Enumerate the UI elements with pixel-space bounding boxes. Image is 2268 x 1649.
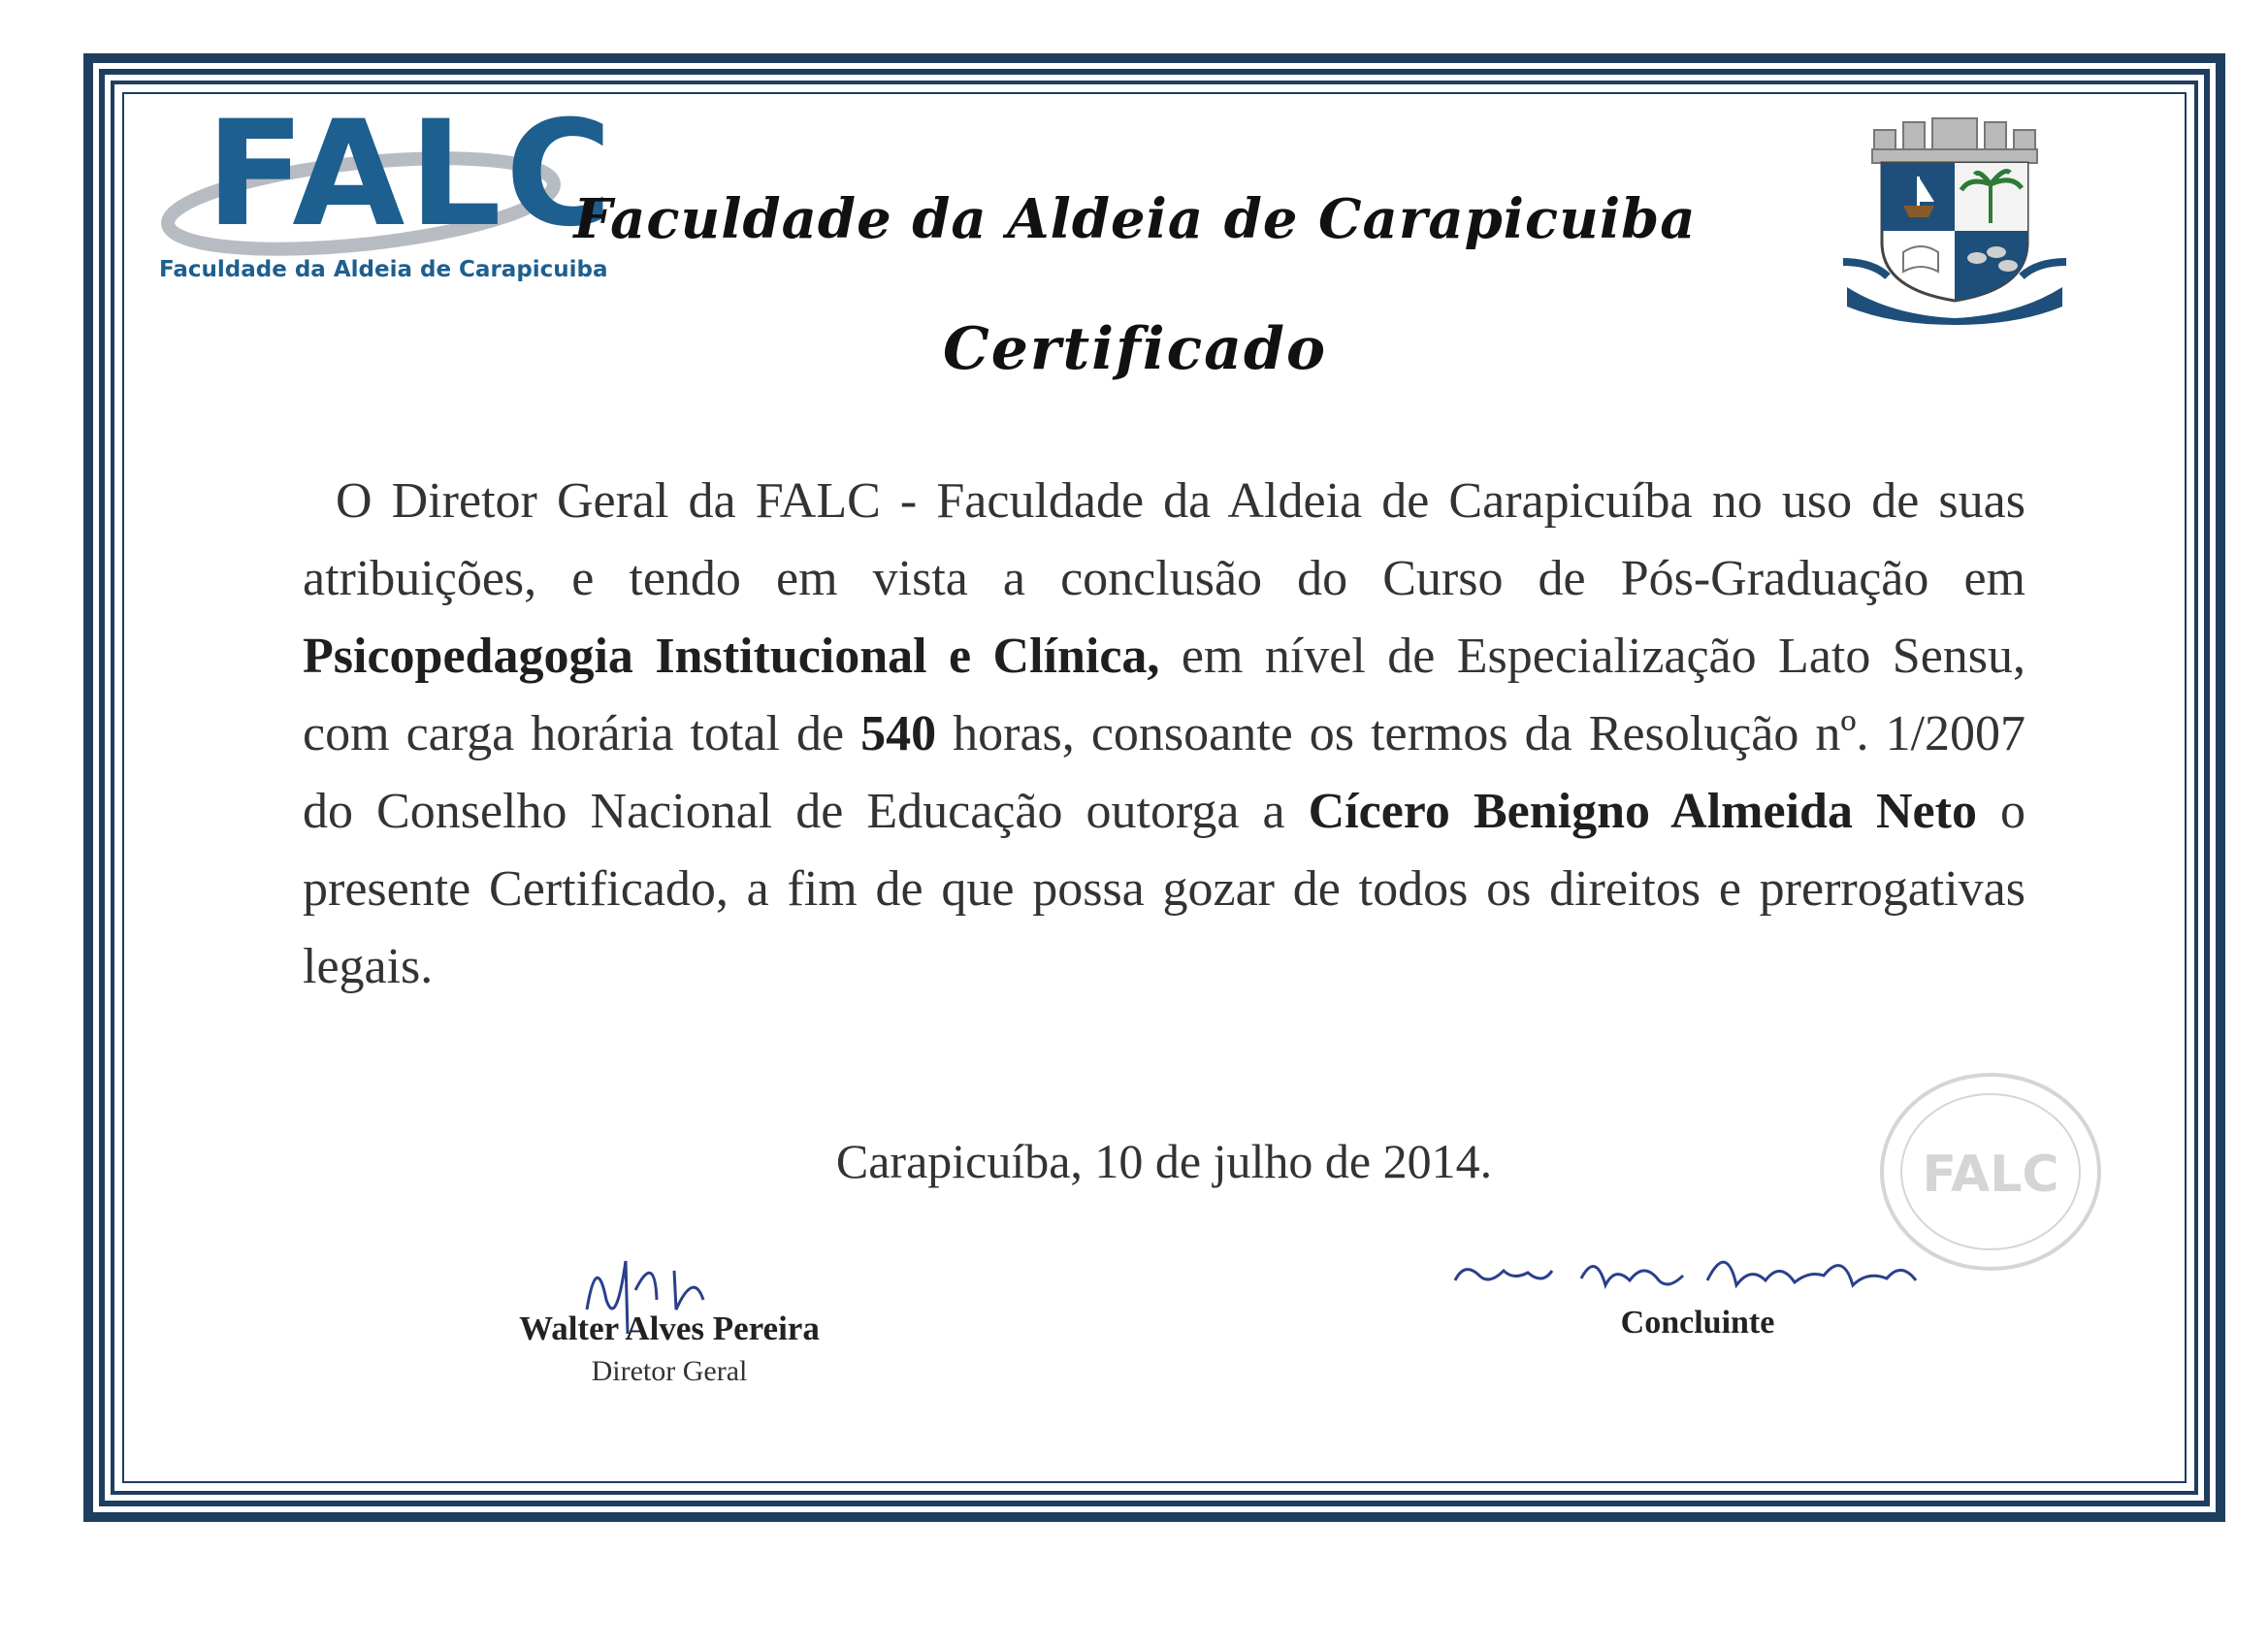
course-hours: 540 [860,706,937,761]
graduate-role: Concluinte [1620,1305,1775,1341]
falc-logo [157,90,617,296]
certificate-body [303,463,2025,1006]
recipient-name: Cícero Benigno Almeida Neto [1308,784,1977,839]
certificate-title: Certificado [942,315,1328,383]
institution-title: Faculdade da Aldeia de Carapicuiba [573,187,1697,251]
issue-date: Carapicuíba, 10 de julho de 2014. [835,1134,1493,1188]
coat-of-arms-icon [1833,116,2076,325]
body-resolution: horas, consoante os termos da Resolução nº. 1/2007 do Conselho Nacional de Educação outorga a [303,706,2026,839]
body-level: em nível de Especialização Lato Sensu, com carga horária total de [303,629,2026,761]
logo-acronym: FALC [206,90,617,259]
course-name: Psicopedagogia Institucional e Clínica, [303,629,1160,684]
body-closing: o presente Certificado, a fim de que possa gozar de todos os direitos e prerrogativas legais. [303,784,2025,994]
crest-banner: FALC [1933,300,1976,320]
director-name: Walter Alves Pereira [519,1310,820,1347]
body-intro: O Diretor Geral da FALC - Faculdade da Aldeia de Carapicuíba no uso de suas atribuições, e tendo em vista a conclusão do Curso de Pós-Graduação em [303,473,2025,606]
seal-stamp-icon [1874,1065,2107,1278]
director-role: Diretor Geral [591,1355,748,1387]
logo-subtitle: Faculdade da Aldeia de Carapicuiba [159,257,608,282]
stamp-text: FALC [1922,1146,2059,1204]
